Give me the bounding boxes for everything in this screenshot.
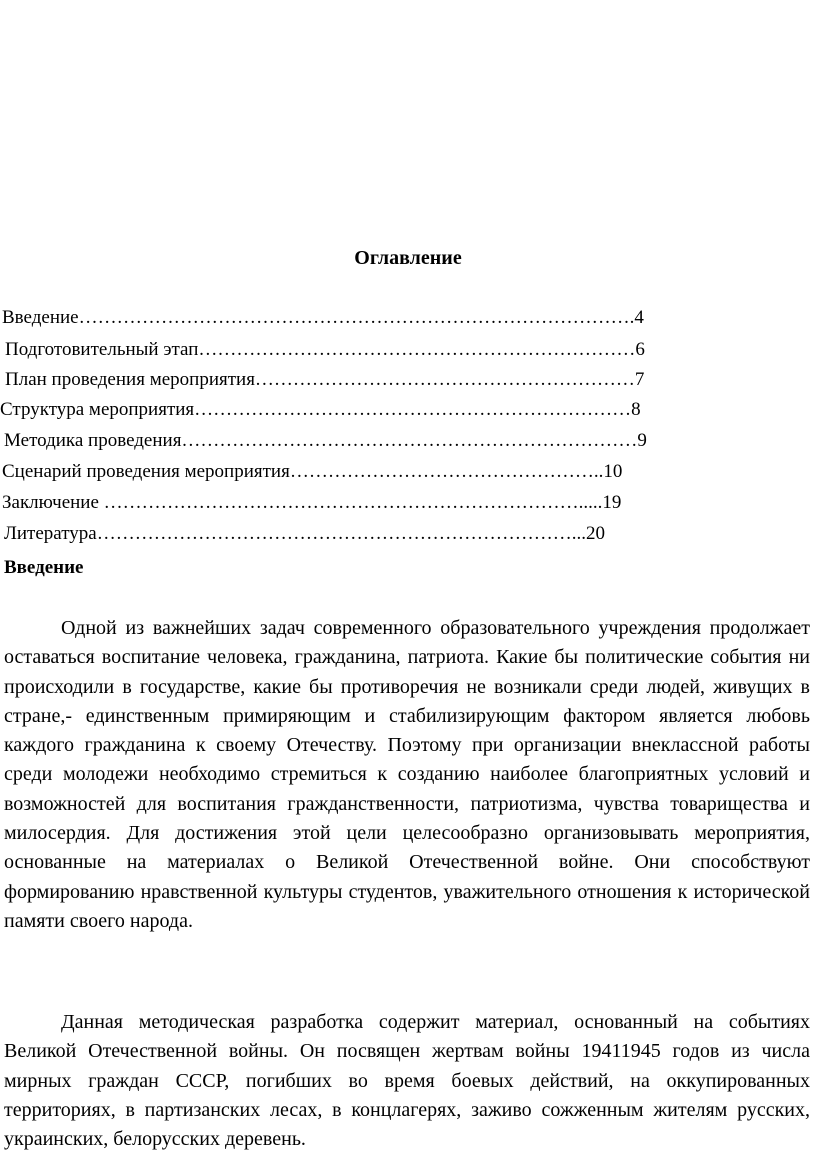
toc-entry: Введение…………………………………………………………………………….4 [2,307,644,328]
toc-entry: Методика проведения………………………………………………………………9 [4,430,647,451]
toc-entry: План проведения мероприятия……………………………………………………7 [5,369,645,390]
toc-entry: Структура мероприятия……………………………………………………………8 [0,399,641,420]
toc-title: Оглавление [354,247,462,269]
toc-entry: Литература…………………………………………………………………...20 [4,523,605,544]
toc-entry: Заключение ………………………………………………………………….....19 [2,492,622,513]
introduction-heading: Введение [4,557,84,578]
toc-entry: Подготовительный этап……………………………………………………………6 [5,339,645,360]
introduction-paragraph: Данная методическая разработка содержит материал, основанный на событиях Великой Отечественной войны. Он посвящен жертвам войны 19411945 годов из числа мирных граждан СССР, погибших во время боевых действий, на оккупированных территориях, в партизанских лесах, в концлагерях, заживо сожженным жителям русских, украинских, белорусских деревень. [4,1011,810,1151]
toc-entry: Сценарий проведения мероприятия…………………………………………..10 [2,461,623,482]
introduction-paragraph: Одной из важнейших задач современного образовательного учреждения продолжает оставаться воспитание человека, гражданина, патриота. Какие бы политические события ни происходили в государстве, какие бы противоречия не возникали среди людей, живущих в стране,- единственным примиряющим и стабилизирующим фактором является любовь каждого гражданина к своему Отечеству. Поэтому при организации внеклассной работы среди молодежи необходимо стремиться к созданию наиболее благоприятных условий и возможностей для воспитания гражданственности, патриотизма, чувства товарищества и милосердия. Для достижения этой цели целесообразно организовывать мероприятия, основанные на материалах о Великой Отечественной войне. Они способствуют формированию нравственной культуры студентов, уважительного отношения к исторической памяти своего народа. [4,617,810,932]
